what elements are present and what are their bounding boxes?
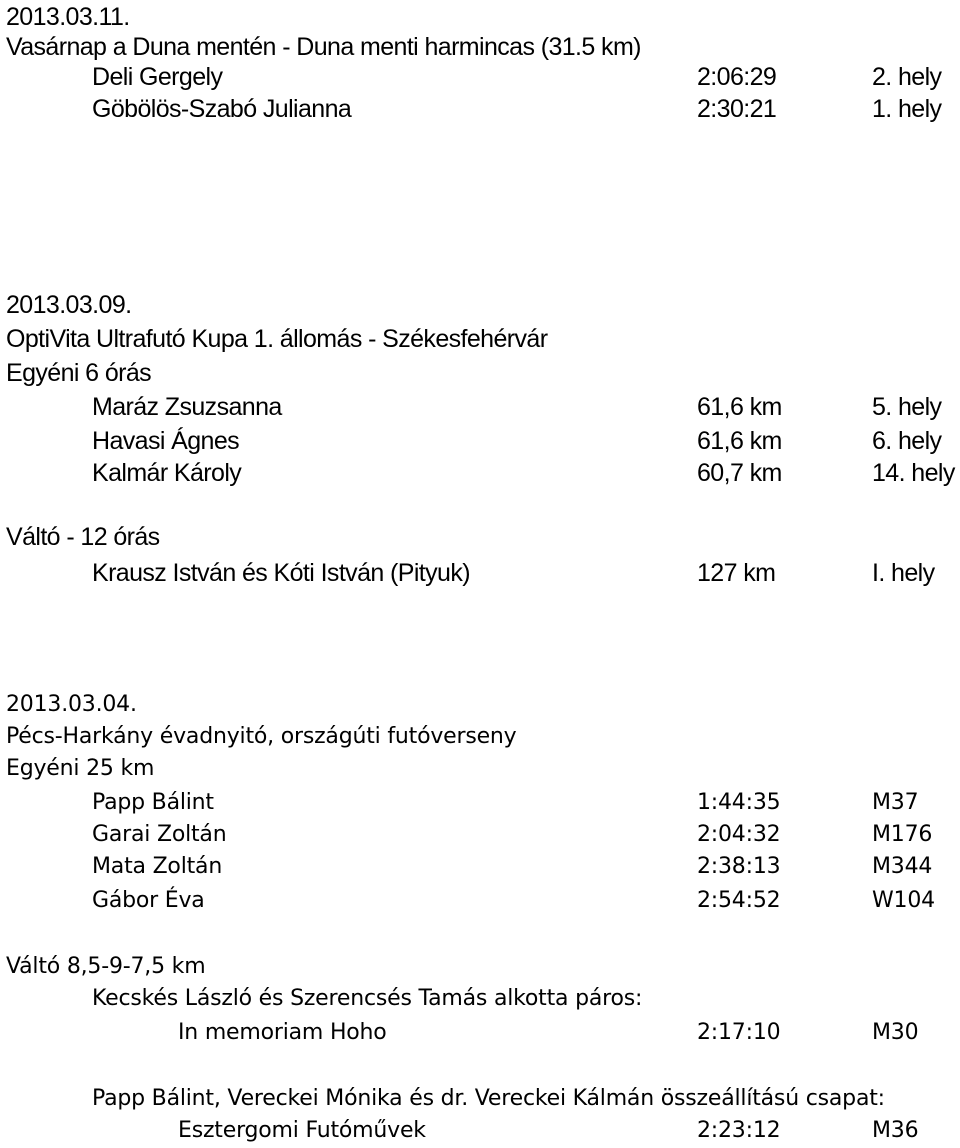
category-text: Váltó 8,5-9-7,5 km: [6, 954, 206, 979]
event-text: Vasárnap a Duna mentén - Duna menti harmincas (31.5 km): [6, 33, 641, 61]
category-heading: [0, 520, 960, 554]
result-value: 2:38:13: [697, 854, 781, 879]
category-text: Egyéni 6 órás: [6, 359, 152, 387]
event-text: OptiVita Ultrafutó Kupa 1. állomás - Székesfehérvár: [6, 325, 548, 353]
result-value: 2:23:12: [697, 1118, 781, 1143]
result-row: [0, 786, 960, 820]
result-value: 2:54:52: [697, 888, 781, 913]
event-text: Pécs-Harkány évadnyitó, országúti futóverseny: [6, 724, 517, 749]
team-name: In memoriam Hoho: [178, 1020, 387, 1045]
event-title: [0, 30, 960, 64]
event-title: [0, 322, 960, 356]
athlete-name: Deli Gergely: [92, 63, 223, 91]
result-row: [0, 818, 960, 852]
result-place: M37: [872, 790, 919, 815]
category-heading: [0, 752, 960, 786]
result-place: 1. hely: [872, 95, 942, 123]
date-text: 2013.03.09.: [6, 291, 132, 319]
result-row: [0, 390, 960, 424]
result-place: 5. hely: [872, 393, 942, 421]
section-date: [0, 688, 960, 722]
result-value: 2:30:21: [697, 95, 777, 123]
team-name: Esztergomi Futóművek: [178, 1118, 426, 1143]
result-place: 14. hely: [872, 459, 955, 487]
athlete-name: Göbölös-Szabó Julianna: [92, 95, 352, 123]
category-heading: [0, 950, 960, 984]
athlete-name: Havasi Ágnes: [92, 427, 240, 455]
result-row: [0, 850, 960, 884]
result-row: [0, 1114, 960, 1148]
section-date: [0, 0, 960, 34]
result-row: [0, 60, 960, 94]
result-row: [0, 456, 960, 490]
category-text: Váltó - 12 órás: [6, 523, 160, 551]
result-value: 127 km: [697, 559, 776, 587]
category-text: Egyéni 25 km: [6, 756, 155, 781]
event-title: [0, 720, 960, 754]
result-place: 6. hely: [872, 427, 942, 455]
result-place: W104: [872, 888, 935, 913]
result-place: 2. hely: [872, 63, 942, 91]
result-value: 2:06:29: [697, 63, 777, 91]
result-row: [0, 1016, 960, 1050]
date-text: 2013.03.11.: [6, 3, 130, 31]
result-value: 60,7 km: [697, 459, 782, 487]
section-date: [0, 288, 960, 322]
result-place: I. hely: [872, 559, 935, 587]
result-row: [0, 884, 960, 918]
team-note: [0, 982, 960, 1016]
result-place: M344: [872, 854, 933, 879]
result-value: 61,6 km: [697, 427, 782, 455]
athlete-name: Garai Zoltán: [92, 822, 227, 847]
result-value: 2:17:10: [697, 1020, 781, 1045]
date-text: 2013.03.04.: [6, 692, 137, 717]
category-heading: [0, 356, 960, 390]
result-row: [0, 92, 960, 126]
athlete-name: Maráz Zsuzsanna: [92, 393, 282, 421]
result-value: 2:04:32: [697, 822, 781, 847]
result-place: M36: [872, 1118, 919, 1143]
result-row: [0, 424, 960, 458]
athlete-name: Kalmár Károly: [92, 459, 242, 487]
result-value: 61,6 km: [697, 393, 782, 421]
team-note: [0, 1082, 960, 1116]
athlete-name: Papp Bálint: [92, 790, 214, 815]
team-note-text: Papp Bálint, Vereckei Mónika és dr. Vereckei Kálmán összeállítású csapat:: [92, 1086, 885, 1111]
athlete-name: Mata Zoltán: [92, 854, 223, 879]
result-place: M176: [872, 822, 933, 847]
result-value: 1:44:35: [697, 790, 781, 815]
result-place: M30: [872, 1020, 919, 1045]
athlete-name: Krausz István és Kóti István (Pityuk): [92, 559, 470, 587]
team-note-text: Kecskés László és Szerencsés Tamás alkotta páros:: [92, 986, 643, 1011]
athlete-name: Gábor Éva: [92, 888, 205, 913]
result-row: [0, 556, 960, 590]
